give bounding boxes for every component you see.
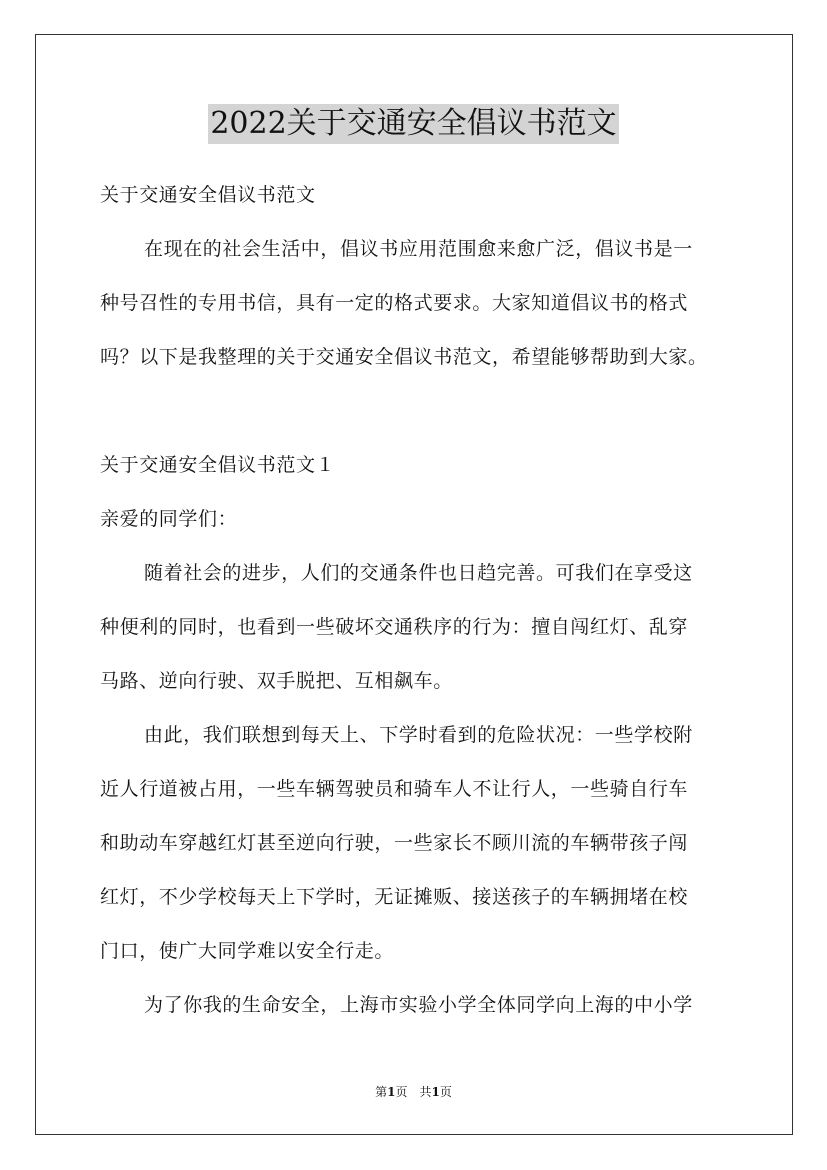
- paragraph-line: 吗？以下是我整理的关于交通安全倡议书范文，希望能够帮助到大家。: [100, 346, 708, 368]
- blank-line: [100, 384, 730, 438]
- paragraph-line: 和助动车穿越红灯甚至逆向行驶，一些家长不顾川流的车辆带孩子闯: [100, 832, 689, 854]
- paragraph-line: 随着社会的进步，人们的交通条件也日趋完善。可我们在享受这: [144, 562, 693, 584]
- paragraph-line: 在现在的社会生活中，倡议书应用范围愈来愈广泛，倡议书是一: [144, 238, 693, 260]
- page-total: 1: [431, 1085, 440, 1099]
- page-current: 1: [387, 1085, 396, 1099]
- paragraph-line: 马路、逆向行驶、双手脱把、互相飙车。: [100, 670, 453, 692]
- salutation: 亲爱的同学们：: [100, 508, 238, 530]
- document-title: 2022关于交通安全倡议书范文: [208, 104, 618, 144]
- paragraph-line: 种号召性的专用书信，具有一定的格式要求。大家知道倡议书的格式: [100, 292, 689, 314]
- paragraph-line: 门口，使广大同学难以安全行走。: [100, 940, 395, 962]
- paragraph-line: 近人行道被占用，一些车辆驾驶员和骑车人不让行人，一些骑自行车: [100, 778, 689, 800]
- document-body: [100, 168, 730, 1032]
- document-title-wrap: [0, 103, 827, 144]
- paragraph-line: 为了你我的生命安全，上海市实验小学全体同学向上海的中小学: [144, 994, 693, 1016]
- paragraph-line: 由此，我们联想到每天上、下学时看到的危险状况：一些学校附: [144, 724, 693, 746]
- page-mid: 页 共: [395, 1085, 432, 1099]
- section-heading: 关于交通安全倡议书范文: [100, 184, 316, 206]
- page-suffix: 页: [439, 1085, 452, 1099]
- page-prefix: 第: [375, 1085, 388, 1099]
- paragraph-line: 红灯，不少学校每天上下学时，无证摊贩、接送孩子的车辆拥堵在校: [100, 886, 689, 908]
- paragraph-line: 种便利的同时，也看到一些破坏交通秩序的行为：擅自闯红灯、乱穿: [100, 616, 689, 638]
- section-heading: 关于交通安全倡议书范文１: [100, 454, 336, 476]
- page-footer: [0, 1084, 827, 1100]
